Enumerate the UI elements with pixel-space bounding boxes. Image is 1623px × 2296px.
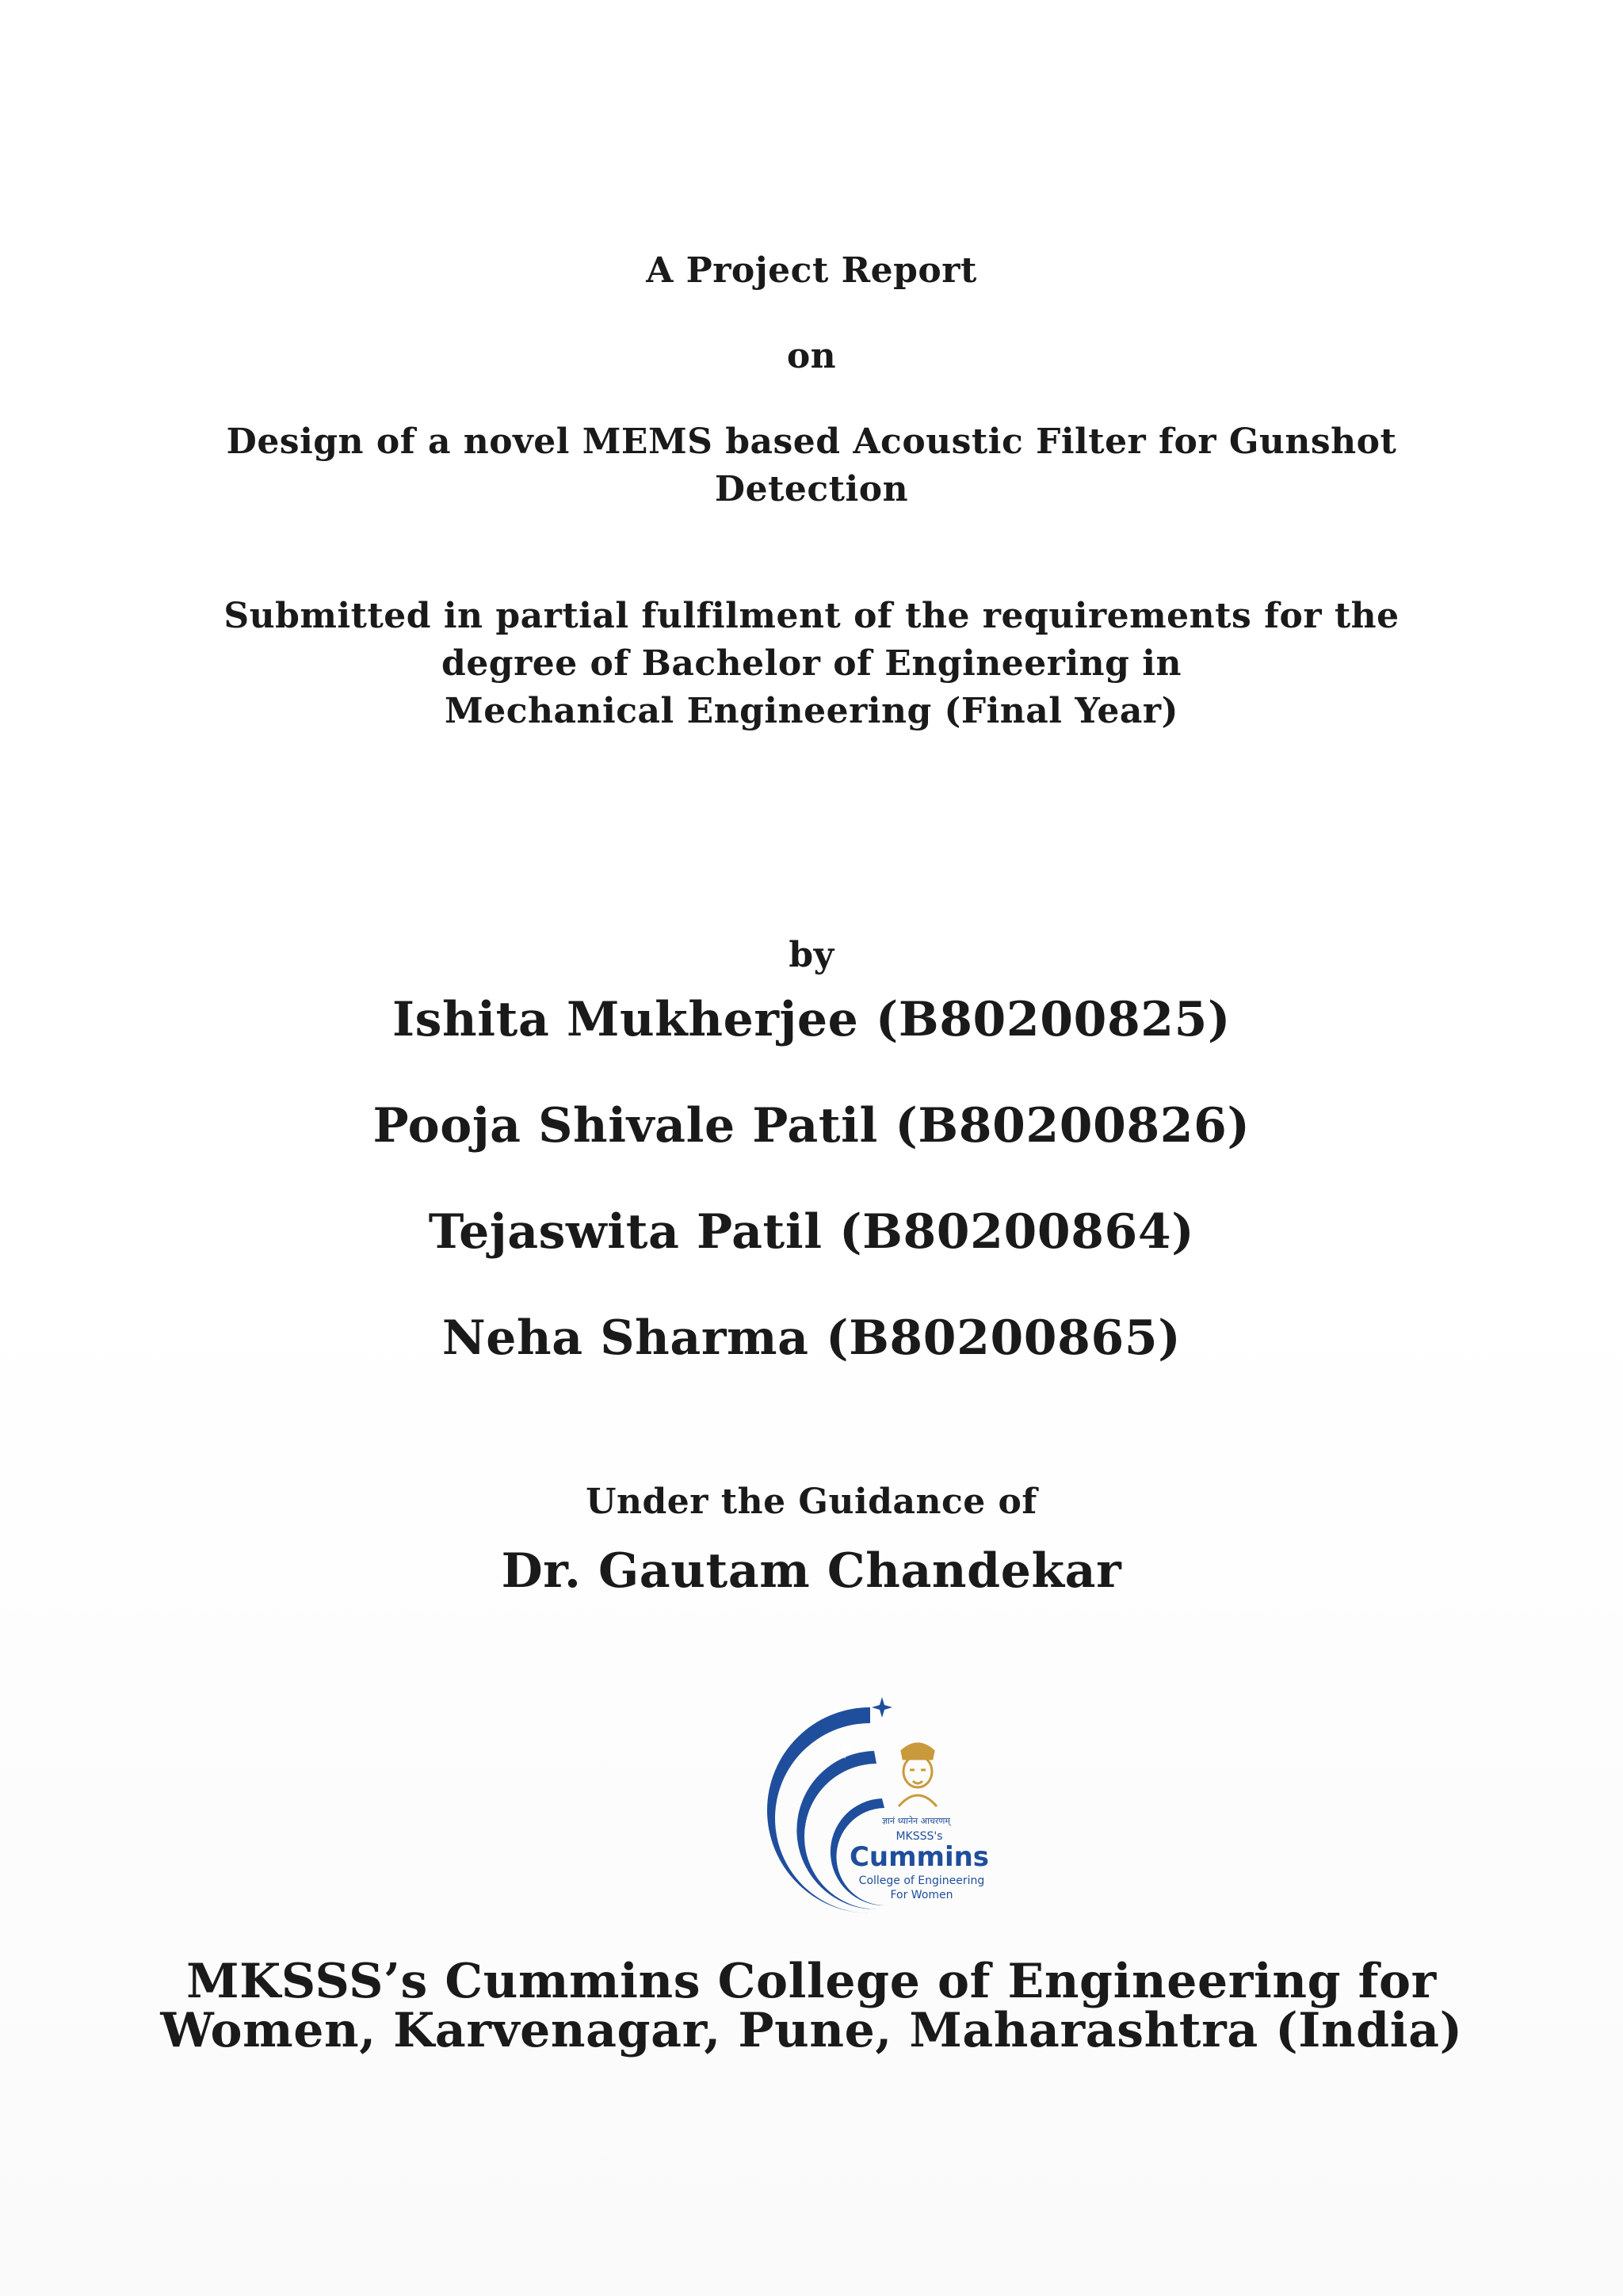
author-name: Ishita Mukherjee (B80200825) bbox=[392, 992, 1231, 1047]
submission-line: Submitted in partial fulfilment of the requirements for the bbox=[223, 596, 1400, 636]
logo-sub-text: College of Engineering bbox=[858, 1875, 985, 1887]
logo-motto: ज्ञानं ध्यानेन आचरणम् bbox=[882, 1816, 950, 1826]
report-type-label: A Project Report bbox=[646, 250, 977, 291]
logo-star-icon bbox=[872, 1697, 892, 1718]
project-title-line: Design of a novel MEMS based Acoustic Filter for Gunshot bbox=[226, 421, 1397, 462]
college-logo bbox=[751, 1688, 989, 1925]
guide-name: Dr. Gautam Chandekar bbox=[501, 1543, 1122, 1599]
by-label: by bbox=[789, 935, 834, 975]
author-name: Pooja Shivale Patil (B80200826) bbox=[372, 1098, 1251, 1154]
institution-line: MKSSS’s Cummins College of Engineering for bbox=[186, 1954, 1437, 2009]
submission-statement bbox=[0, 593, 1623, 735]
author-name: Neha Sharma (B80200865) bbox=[441, 1310, 1182, 1366]
logo-org-text: MKSSS's bbox=[896, 1830, 943, 1843]
institution-line: Women, Karvenagar, Pune, Maharashtra (India) bbox=[160, 2003, 1463, 2058]
institution-name bbox=[0, 1954, 1623, 2058]
project-title bbox=[0, 418, 1623, 513]
submission-line: degree of Bachelor of Engineering in bbox=[441, 643, 1182, 684]
author-name: Tejaswita Patil (B80200864) bbox=[428, 1204, 1195, 1260]
logo-name-text: Cummins bbox=[849, 1841, 989, 1873]
logo-portrait bbox=[899, 1744, 937, 1806]
project-title-line: Detection bbox=[714, 469, 909, 509]
guidance-label: Under the Guidance of bbox=[586, 1482, 1037, 1522]
on-label: on bbox=[786, 336, 837, 376]
submission-line: Mechanical Engineering (Final Year) bbox=[445, 691, 1178, 731]
logo-sub-text: For Women bbox=[890, 1889, 953, 1901]
